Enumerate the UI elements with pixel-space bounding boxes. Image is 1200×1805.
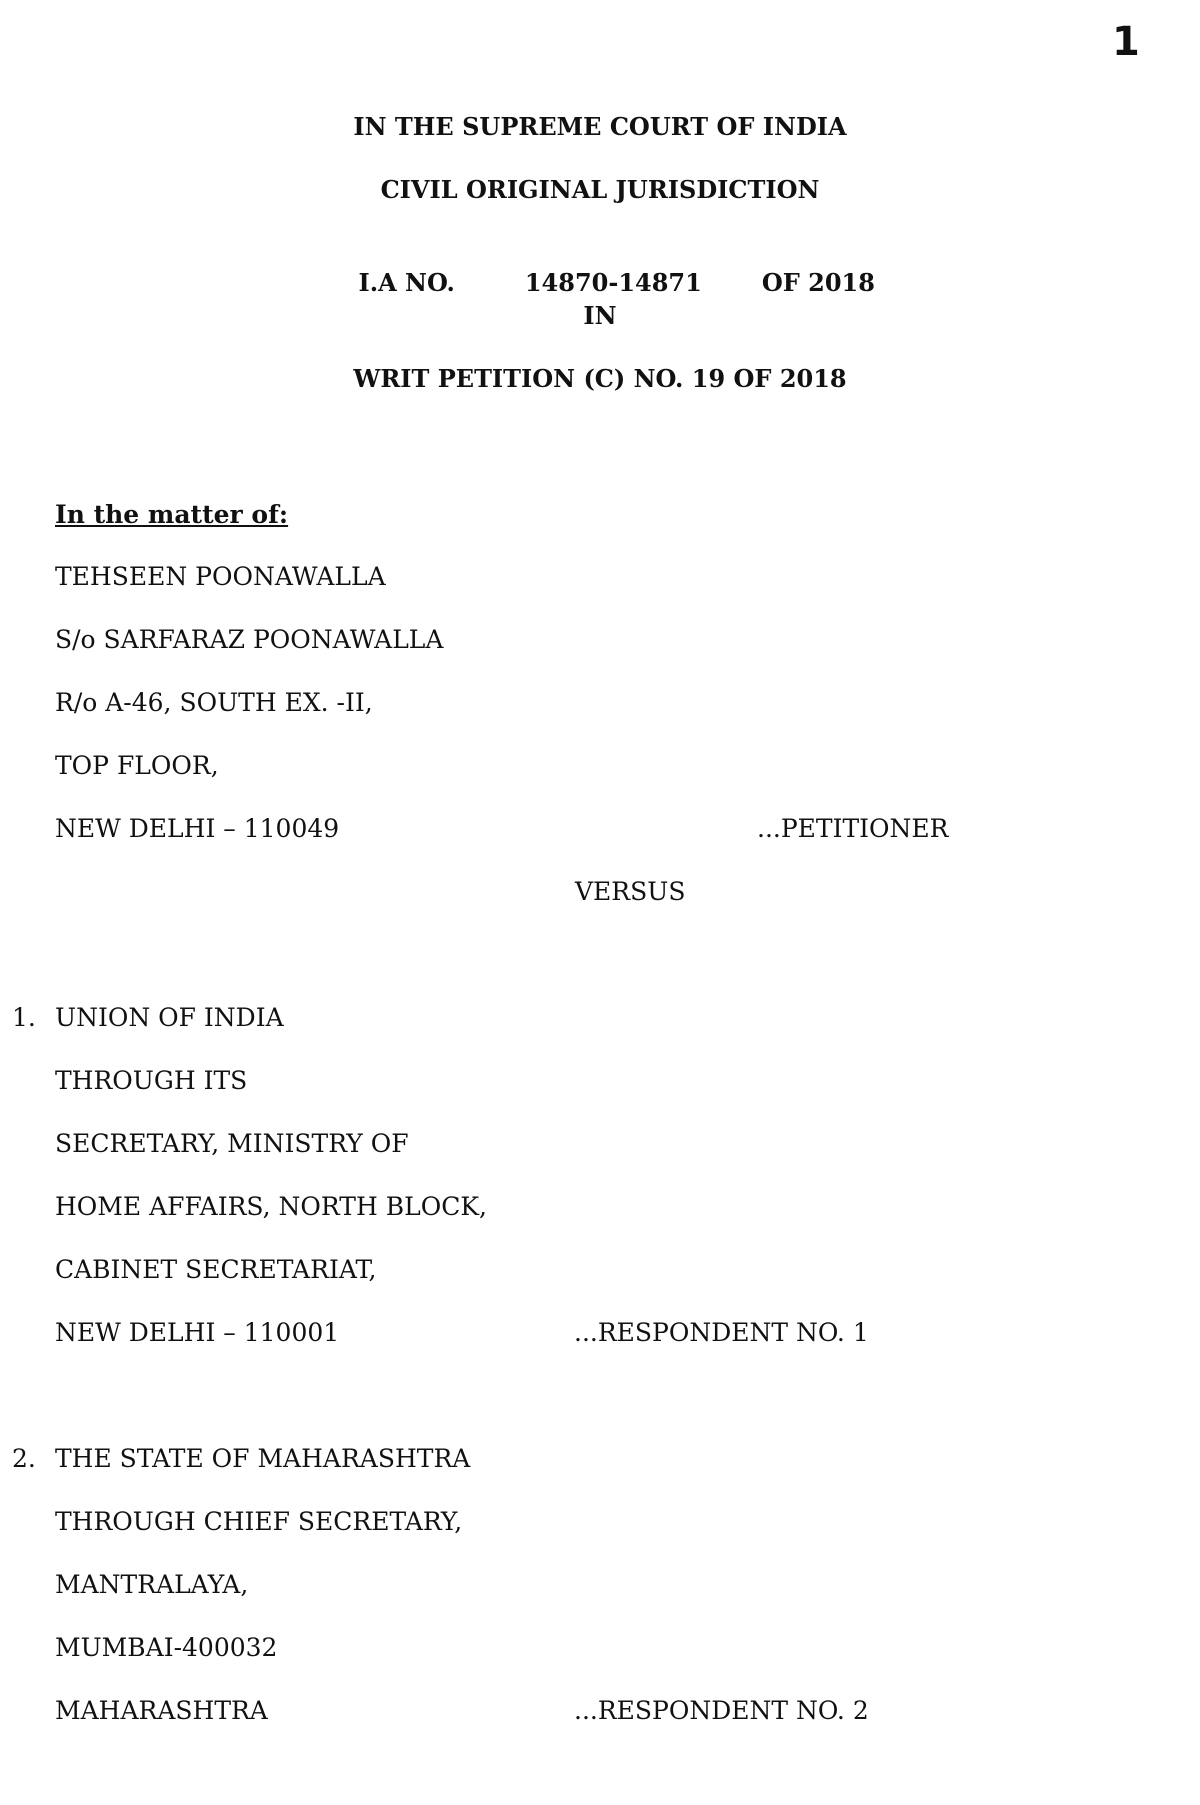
in-connector: IN — [583, 301, 617, 330]
jurisdiction: CIVIL ORIGINAL JURISDICTION — [380, 175, 820, 204]
respondent-line: UNION OF INDIA — [55, 1003, 284, 1032]
respondent-role: ...RESPONDENT NO. 2 — [574, 1696, 869, 1725]
respondent-line: HOME AFFAIRS, NORTH BLOCK, — [55, 1192, 487, 1221]
respondent-line: MAHARASHTRA — [55, 1696, 268, 1725]
matter-heading: In the matter of: — [55, 500, 289, 529]
petitioner-line: NEW DELHI – 110049 — [55, 814, 340, 843]
ia-number: 14870-14871 — [524, 268, 702, 297]
respondent-number: 2. — [12, 1444, 36, 1473]
respondent-number: 1. — [12, 1003, 36, 1032]
respondent-line: CABINET SECRETARIAT, — [55, 1255, 377, 1284]
respondent-line: THE STATE OF MAHARASHTRA — [55, 1444, 471, 1473]
respondent-line: MUMBAI-400032 — [55, 1633, 278, 1662]
ia-year: OF 2018 — [761, 268, 875, 297]
petitioner-line: TEHSEEN POONAWALLA — [55, 562, 386, 591]
ia-label: I.A NO. — [358, 268, 455, 297]
petitioner-role: ...PETITIONER — [757, 814, 949, 843]
petitioner-line: R/o A-46, SOUTH EX. -II, — [55, 688, 373, 717]
versus: VERSUS — [575, 877, 686, 906]
respondent-line: MANTRALAYA, — [55, 1570, 249, 1599]
page-number: 1 — [1112, 19, 1140, 65]
respondent-line: NEW DELHI – 110001 — [55, 1318, 340, 1347]
respondent-line: THROUGH CHIEF SECRETARY, — [55, 1507, 463, 1536]
writ-petition-number: WRIT PETITION (C) NO. 19 OF 2018 — [353, 364, 847, 393]
petitioner-line: S/o SARFARAZ POONAWALLA — [55, 625, 444, 654]
respondent-line: SECRETARY, MINISTRY OF — [55, 1129, 409, 1158]
respondent-line: THROUGH ITS — [55, 1066, 248, 1095]
petitioner-line: TOP FLOOR, — [55, 751, 219, 780]
court-name: IN THE SUPREME COURT OF INDIA — [353, 112, 847, 141]
respondent-role: ...RESPONDENT NO. 1 — [574, 1318, 869, 1347]
